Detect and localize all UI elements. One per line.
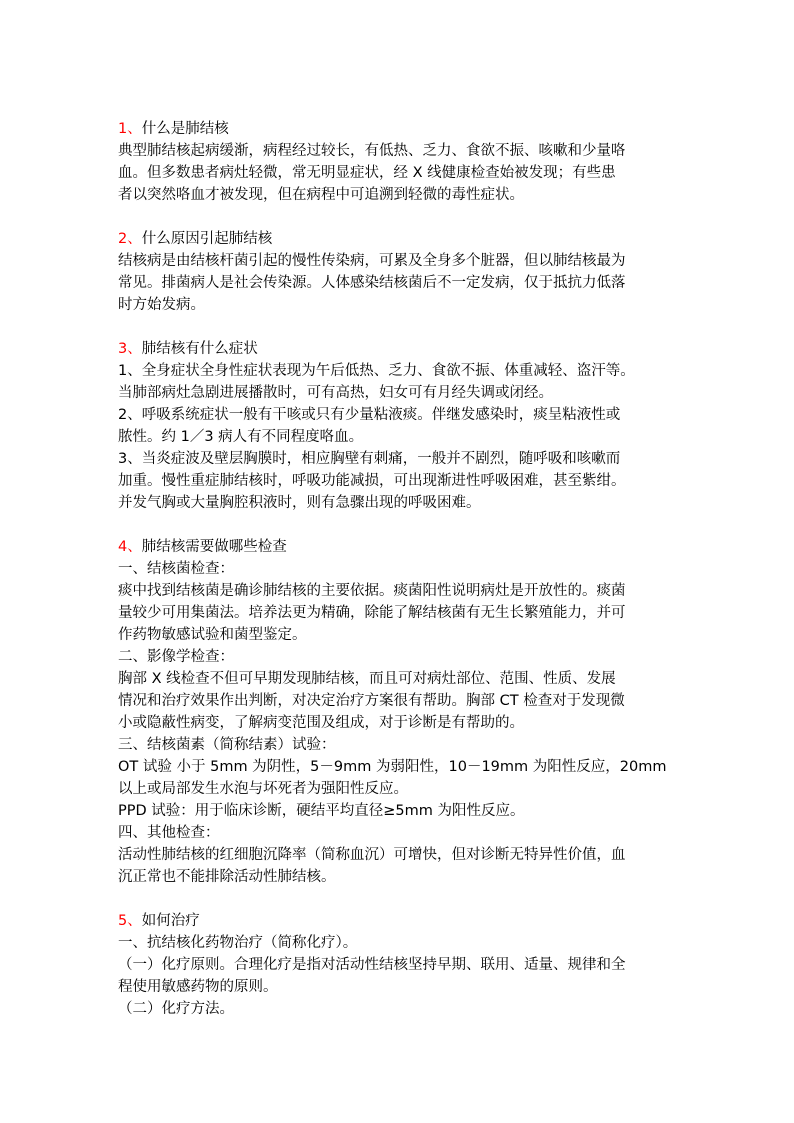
section-symptoms xyxy=(118,338,678,514)
paragraph-line: 并发气胸或大量胸腔积液时，则有急骤出现的呼吸困难。 xyxy=(118,495,481,511)
section-number: 3、 xyxy=(118,341,142,357)
section-number: 5、 xyxy=(118,913,142,929)
section-title: 如何治疗 xyxy=(141,913,200,929)
paragraph-line: 胸部 X 线检查不但可早期发现肺结核，而且可对病灶部位、范围、性质、发展 xyxy=(118,671,616,687)
paragraph-line: 1、全身症状全身性症状表现为午后低热、乏力、食欲不振、体重减轻、盗汗等。 xyxy=(118,363,635,379)
subheading-line: 一、抗结核化药物治疗（简称化疗）。 xyxy=(118,935,358,951)
paragraph-line: （一）化疗原则。合理化疗是指对活动性结核坚持早期、联用、适量、规律和全 xyxy=(118,957,626,973)
section-heading xyxy=(118,228,678,250)
paragraph-line: 痰中找到结核菌是确诊肺结核的主要依据。痰菌阳性说明病灶是开放性的。痰菌 xyxy=(118,583,626,599)
section-title: 什么原因引起肺结核 xyxy=(141,231,273,247)
subheading-line: 三、结核菌素（简称结素）试验： xyxy=(118,737,336,753)
section-heading xyxy=(118,536,678,558)
paragraph-line: 以上或局部发生水泡与坏死者为强阳性反应。 xyxy=(118,781,408,797)
section-heading xyxy=(118,338,678,360)
section-causes xyxy=(118,228,678,316)
paragraph-line: 脓性。约 1／3 病人有不同程度咯血。 xyxy=(118,429,364,445)
paragraph-line: 血。但多数患者病灶轻微，常无明显症状，经 X 线健康检查始被发现；有些患 xyxy=(118,165,616,181)
section-title: 肺结核有什么症状 xyxy=(141,341,258,357)
section-title: 什么是肺结核 xyxy=(141,121,229,137)
section-number: 2、 xyxy=(118,231,142,247)
section-heading xyxy=(118,910,678,932)
section-number: 4、 xyxy=(118,539,142,555)
document-page xyxy=(118,118,678,1042)
paragraph-line: 常见。排菌病人是社会传染源。人体感染结核菌后不一定发病，仅于抵抗力低落 xyxy=(118,275,626,291)
paragraph-line: 2、呼吸系统症状一般有干咳或只有少量粘液痰。伴继发感染时，痰呈粘液性或 xyxy=(118,407,621,423)
paragraph-line: 量较少可用集菌法。培养法更为精确，除能了解结核菌有无生长繁殖能力，并可 xyxy=(118,605,626,621)
section-examinations xyxy=(118,536,678,888)
paragraph-line: 情况和治疗效果作出判断，对决定治疗方案很有帮助。胸部 CT 检查对于发现微 xyxy=(118,693,625,709)
paragraph-line: 典型肺结核起病缓渐，病程经过较长，有低热、乏力、食欲不振、咳嗽和少量咯 xyxy=(118,143,626,159)
paragraph-line: 沉正常也不能排除活动性肺结核。 xyxy=(118,869,336,885)
paragraph-line: 3、当炎症波及壁层胸膜时，相应胸壁有刺痛，一般并不剧烈，随呼吸和咳嗽而 xyxy=(118,451,621,467)
paragraph-line: 时方始发病。 xyxy=(118,297,205,313)
subheading-line: 二、影像学检查： xyxy=(118,649,234,665)
section-number: 1、 xyxy=(118,121,142,137)
subheading-line: 一、结核菌检查： xyxy=(118,561,234,577)
paragraph-line: 小或隐蔽性病变，了解病变范围及组成，对于诊断是有帮助的。 xyxy=(118,715,524,731)
paragraph-line: （二）化疗方法。 xyxy=(118,1001,234,1017)
paragraph-line: 结核病是由结核杆菌引起的慢性传染病，可累及全身多个脏器，但以肺结核最为 xyxy=(118,253,626,269)
section-what-is-tb xyxy=(118,118,678,206)
section-title: 肺结核需要做哪些检查 xyxy=(141,539,287,555)
paragraph-line: PPD 试验：用于临床诊断，硬结平均直径≥5mm 为阳性反应。 xyxy=(118,803,525,819)
section-heading xyxy=(118,118,678,140)
paragraph-line: 当肺部病灶急剧进展播散时，可有高热，妇女可有月经失调或闭经。 xyxy=(118,385,553,401)
paragraph-line: 作药物敏感试验和菌型鉴定。 xyxy=(118,627,307,643)
paragraph-line: 者以突然咯血才被发现，但在病程中可追溯到轻微的毒性症状。 xyxy=(118,187,524,203)
section-treatment xyxy=(118,910,678,1020)
subheading-line: 四、其他检查： xyxy=(118,825,220,841)
paragraph-line: 程使用敏感药物的原则。 xyxy=(118,979,278,995)
paragraph-line: OT 试验 小于 5mm 为阴性，5－9mm 为弱阳性，10－19mm 为阳性反应，20mm xyxy=(118,759,667,775)
paragraph-line: 活动性肺结核的红细胞沉降率（简称血沉）可增快，但对诊断无特异性价值，血 xyxy=(118,847,626,863)
paragraph-line: 加重。慢性重症肺结核时，呼吸功能减损，可出现渐进性呼吸困难，甚至紫绀。 xyxy=(118,473,626,489)
